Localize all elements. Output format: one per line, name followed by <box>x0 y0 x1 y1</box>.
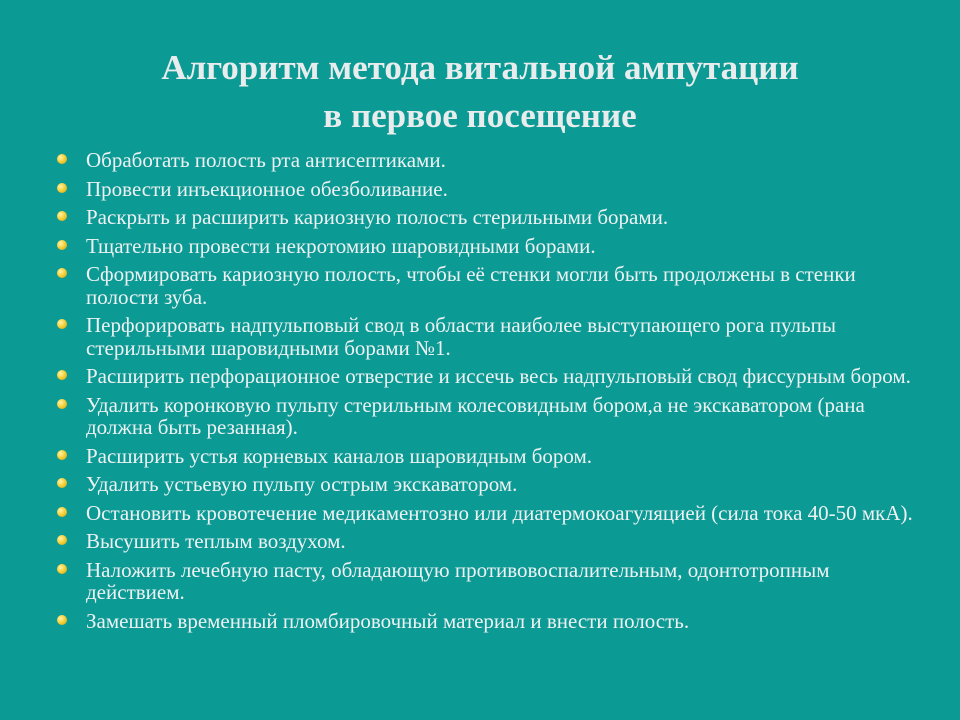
title-line-2: в первое посещение <box>323 96 637 135</box>
list-item <box>0 365 960 388</box>
list-item-text: Наложить лечебную пасту, обладающую противовоспалительным, одонтотропным действием. <box>86 557 830 604</box>
gold-dot-bullet-icon <box>57 450 67 460</box>
list-item <box>0 445 960 468</box>
list-item <box>0 206 960 229</box>
gold-dot-bullet-icon <box>57 370 67 380</box>
list-item-text: Расширить устья корневых каналов шаровидным бором. <box>86 443 593 468</box>
list-item-text: Перфорировать надпульповый свод в области наиболее выступающего рога пульпы стерильными шаровидными борами №1. <box>86 313 836 360</box>
list-item-text: Остановить кровотечение медикаментозно или диатермокоагуляцией (сила тока 40-50 мкА). <box>86 500 913 525</box>
gold-dot-bullet-icon <box>57 211 67 221</box>
gold-dot-bullet-icon <box>57 268 67 278</box>
gold-dot-bullet-icon <box>57 319 67 329</box>
list-item-text: Провести инъекционное обезболивание. <box>86 176 448 201</box>
slide-title <box>0 44 960 140</box>
list-item <box>0 559 960 604</box>
gold-dot-bullet-icon <box>57 564 67 574</box>
title-line-1: Алгоритм метода витальной ампутации <box>161 48 799 87</box>
list-item-text: Тщательно провести некротомию шаровидными борами. <box>86 233 596 258</box>
gold-dot-bullet-icon <box>57 507 67 517</box>
list-item <box>0 502 960 525</box>
list-item <box>0 149 960 172</box>
list-item-text: Замешать временный пломбировочный материал и внести полость. <box>86 608 690 633</box>
gold-dot-bullet-icon <box>57 615 67 625</box>
algorithm-steps-list <box>0 149 960 638</box>
list-item <box>0 263 960 308</box>
list-item <box>0 178 960 201</box>
gold-dot-bullet-icon <box>57 535 67 545</box>
list-item-text: Раскрыть и расширить кариозную полость стерильными борами. <box>86 205 669 229</box>
list-item-text: Сформировать кариозную полость, чтобы её стенки могли быть продолжены в стенки полости зуба. <box>86 262 856 309</box>
gold-dot-bullet-icon <box>57 183 67 193</box>
list-item <box>0 473 960 496</box>
gold-dot-bullet-icon <box>57 240 67 250</box>
list-item-text: Высушить теплым воздухом. <box>86 529 346 553</box>
list-item <box>0 394 960 439</box>
gold-dot-bullet-icon <box>57 154 67 164</box>
list-item-text: Удалить коронковую пульпу стерильным колесовидным бором,а не экскаватором (рана должна быть резанная). <box>86 392 865 439</box>
list-item <box>0 314 960 359</box>
list-item <box>0 235 960 258</box>
list-item-text: Удалить устьевую пульпу острым экскаватором. <box>86 472 518 496</box>
gold-dot-bullet-icon <box>57 478 67 488</box>
gold-dot-bullet-icon <box>57 399 67 409</box>
list-item-text: Расширить перфорационное отверстие и иссечь весь надпульповый свод фиссурным бором. <box>86 364 911 388</box>
list-item <box>0 530 960 553</box>
list-item-text: Обработать полость рта антисептиками. <box>86 148 446 172</box>
list-item <box>0 610 960 633</box>
